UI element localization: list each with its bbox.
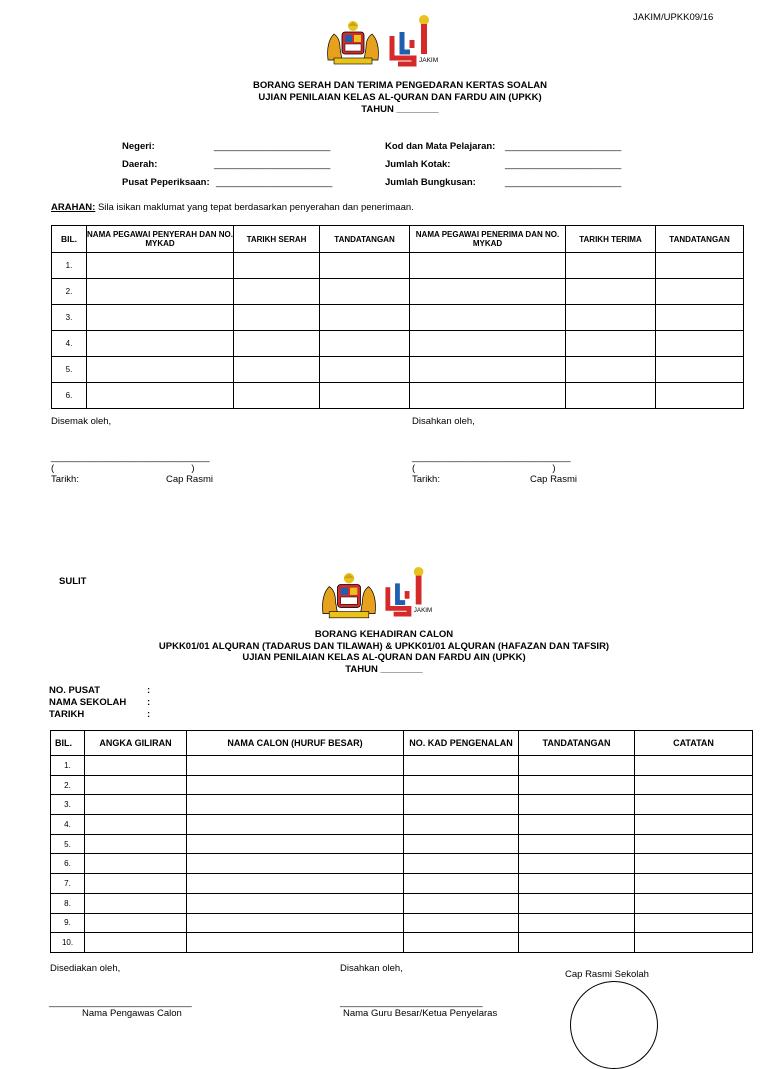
table-cell[interactable] — [519, 834, 635, 854]
arahan-text: Sila isikan maklumat yang tepat berdasarkan penyerahan dan penerimaan. — [95, 202, 414, 213]
table-cell[interactable] — [187, 795, 404, 815]
info-label-no-pusat: NO. PUSAT — [49, 685, 101, 696]
jakim-logo — [388, 14, 440, 68]
table-cell[interactable] — [85, 756, 187, 776]
table-cell[interactable] — [404, 933, 519, 953]
table-cell[interactable] — [85, 913, 187, 933]
disediakan-label: Disediakan oleh, — [50, 963, 121, 974]
form1-title-line: BORANG SERAH DAN TERIMA PENGEDARAN KERTAS SOALAN — [253, 80, 547, 91]
form1-fields-left — [122, 138, 332, 192]
form2-title-line: UPKK01/01 ALQURAN (TADARUS DAN TILAWAH) & UPKK01/01 ALQURAN (HAFAZAN DAN TAFSIR) — [158, 640, 610, 652]
table-cell[interactable] — [187, 834, 404, 854]
table-cell[interactable] — [566, 383, 656, 409]
signature-name-right[interactable]: ( ) — [412, 463, 556, 474]
form2-info — [49, 685, 150, 721]
table-cell[interactable] — [410, 357, 566, 383]
table-cell[interactable] — [85, 775, 187, 795]
table-cell[interactable] — [85, 834, 187, 854]
table-cell[interactable] — [566, 305, 656, 331]
col-header-tandatangan: TANDATANGAN — [519, 731, 635, 756]
arahan-instruction — [51, 202, 414, 213]
svg-text:JAKIM: JAKIM — [419, 57, 439, 64]
col-header-tandatangan: TANDATANGAN — [320, 226, 410, 253]
signature-name-left[interactable]: ( ) — [51, 463, 195, 474]
table-cell[interactable] — [635, 913, 753, 933]
table-cell[interactable] — [404, 913, 519, 933]
table-row — [51, 756, 753, 776]
table-row — [51, 775, 753, 795]
table-row — [52, 383, 744, 409]
table-cell[interactable] — [566, 331, 656, 357]
coat-of-arms-logo — [316, 572, 382, 622]
form1-fields-right — [385, 138, 621, 192]
field-label-jumlah-kotak: Jumlah Kotak: — [385, 159, 451, 170]
school-stamp-circle[interactable] — [570, 981, 658, 1069]
table-cell[interactable] — [635, 893, 753, 913]
table-cell[interactable] — [635, 795, 753, 815]
table-row — [51, 913, 753, 933]
table-cell[interactable] — [85, 815, 187, 835]
table-row — [52, 357, 744, 383]
table-cell[interactable] — [404, 756, 519, 776]
table-cell[interactable] — [635, 933, 753, 953]
table-cell[interactable] — [404, 893, 519, 913]
arahan-label: ARAHAN: — [51, 202, 96, 213]
col-header-catatan: CATATAN — [635, 731, 753, 756]
table-row — [52, 253, 744, 279]
table-row — [52, 331, 744, 357]
disahkan-label: Disahkan oleh, — [412, 416, 475, 427]
table-cell[interactable] — [187, 775, 404, 795]
col-header-pegawai-penerima: NAMA PEGAWAI PENERIMA DAN NO. MYKAD — [410, 226, 566, 253]
coat-of-arms-logo — [322, 20, 384, 68]
table-cell[interactable] — [187, 933, 404, 953]
row-number: 3. — [52, 305, 87, 331]
nama-pengawas-label: Nama Pengawas Calon — [82, 1008, 182, 1019]
svg-text:JAKIM: JAKIM — [413, 607, 433, 615]
col-header-angka-giliran: ANGKA GILIRAN — [85, 731, 187, 756]
table-cell[interactable] — [87, 357, 234, 383]
disahkan-label: Disahkan oleh, — [340, 963, 403, 974]
document-code: JAKIM/UPKK09/16 — [633, 12, 714, 23]
row-number: 10. — [51, 933, 85, 953]
signature-line-right[interactable]: ______________________________ — [412, 452, 571, 463]
attendance-table-header — [51, 731, 753, 756]
info-colon: : — [147, 697, 151, 708]
table-cell[interactable] — [566, 279, 656, 305]
table-row — [52, 279, 744, 305]
table-cell[interactable] — [410, 253, 566, 279]
table-cell[interactable] — [635, 756, 753, 776]
row-number: 2. — [51, 775, 85, 795]
table-cell[interactable] — [519, 756, 635, 776]
table-cell[interactable] — [187, 815, 404, 835]
table-cell[interactable] — [404, 854, 519, 874]
table-cell[interactable] — [519, 874, 635, 894]
table-cell[interactable] — [404, 874, 519, 894]
table-cell[interactable] — [404, 815, 519, 835]
table-cell[interactable] — [187, 756, 404, 776]
field-label-jumlah-bungkusan: Jumlah Bungkusan: — [385, 177, 476, 188]
table-cell[interactable] — [320, 253, 410, 279]
table-cell[interactable] — [410, 279, 566, 305]
table-cell[interactable] — [234, 383, 320, 409]
table-cell[interactable] — [187, 854, 404, 874]
table-cell[interactable] — [404, 775, 519, 795]
row-number: 3. — [51, 795, 85, 815]
table-cell[interactable] — [404, 795, 519, 815]
row-number: 4. — [52, 331, 87, 357]
table-cell[interactable] — [519, 815, 635, 835]
row-number: 5. — [51, 834, 85, 854]
nama-guru-besar-label: Nama Guru Besar/Ketua Penyelaras — [343, 1008, 498, 1019]
table-cell[interactable] — [85, 933, 187, 953]
table-row — [51, 874, 753, 894]
table-cell[interactable] — [519, 893, 635, 913]
table-cell[interactable] — [87, 279, 234, 305]
form2-title-line: BORANG KEHADIRAN CALON — [314, 629, 454, 640]
table-cell[interactable] — [234, 357, 320, 383]
handover-table-header — [52, 226, 744, 253]
table-cell[interactable] — [85, 854, 187, 874]
table-cell[interactable] — [566, 357, 656, 383]
signature-line-pengawas[interactable]: ___________________________ — [49, 997, 192, 1008]
disemak-label: Disemak oleh, — [51, 416, 112, 427]
table-row — [51, 834, 753, 854]
cap-rasmi-sekolah-label: Cap Rasmi Sekolah — [565, 969, 649, 980]
table-cell[interactable] — [320, 331, 410, 357]
table-cell[interactable] — [656, 279, 744, 305]
field-blank-negeri[interactable]: ______________________ — [214, 141, 331, 152]
table-cell[interactable] — [656, 331, 744, 357]
table-cell[interactable] — [656, 357, 744, 383]
table-cell[interactable] — [234, 331, 320, 357]
form1-title-line: UJIAN PENILAIAN KELAS AL-QURAN DAN FARDU AIN (UPKK) — [258, 92, 542, 103]
col-header-tandatangan: TANDATANGAN — [656, 226, 744, 253]
col-header-nama-calon: NAMA CALON (HURUF BESAR) — [187, 731, 404, 756]
table-cell[interactable] — [187, 913, 404, 933]
cap-rasmi-left: Cap Rasmi — [166, 474, 213, 485]
form2-title-line: UJIAN PENILAIAN KELAS AL-QURAN DAN FARDU AIN (UPKK) — [242, 652, 526, 663]
col-header-no-kad-pengenalan: NO. KAD PENGENALAN — [404, 731, 519, 756]
col-header-tarikh-terima: TARIKH TERIMA — [566, 226, 656, 253]
table-cell[interactable] — [656, 383, 744, 409]
table-cell[interactable] — [635, 775, 753, 795]
field-blank-kod-mata-pelajaran[interactable]: ______________________ — [505, 141, 622, 152]
col-header-tarikh-serah: TARIKH SERAH — [234, 226, 320, 253]
field-blank-jumlah-bungkusan[interactable]: ______________________ — [505, 177, 622, 188]
row-number: 7. — [51, 874, 85, 894]
table-cell[interactable] — [320, 279, 410, 305]
table-cell[interactable] — [234, 279, 320, 305]
table-cell[interactable] — [187, 893, 404, 913]
signature-line-left[interactable]: ______________________________ — [51, 452, 210, 463]
table-row — [51, 893, 753, 913]
table-cell[interactable] — [404, 834, 519, 854]
attendance-table — [50, 730, 753, 953]
table-cell[interactable] — [566, 253, 656, 279]
table-cell[interactable] — [635, 815, 753, 835]
row-number: 1. — [51, 756, 85, 776]
table-cell[interactable] — [234, 305, 320, 331]
field-label-daerah: Daerah: — [122, 159, 158, 170]
row-number: 1. — [52, 253, 87, 279]
field-label-negeri: Negeri: — [122, 141, 155, 152]
field-label-kod-mata-pelajaran: Kod dan Mata Pelajaran: — [385, 141, 496, 152]
table-cell[interactable] — [187, 874, 404, 894]
table-cell[interactable] — [635, 874, 753, 894]
field-blank-jumlah-kotak[interactable]: ______________________ — [505, 159, 622, 170]
table-cell[interactable] — [635, 854, 753, 874]
table-cell[interactable] — [87, 331, 234, 357]
table-cell[interactable] — [320, 357, 410, 383]
table-row — [51, 815, 753, 835]
tarikh-label-left: Tarikh: — [51, 474, 79, 485]
table-cell[interactable] — [656, 253, 744, 279]
cap-rasmi-right: Cap Rasmi — [530, 474, 577, 485]
form1-title-line: TAHUN ________ — [361, 104, 439, 115]
tarikh-label-right: Tarikh: — [412, 474, 440, 485]
row-number: 6. — [52, 383, 87, 409]
table-cell[interactable] — [656, 305, 744, 331]
table-cell[interactable] — [519, 933, 635, 953]
info-colon: : — [147, 685, 151, 696]
table-row — [52, 305, 744, 331]
table-cell[interactable] — [635, 834, 753, 854]
table-cell[interactable] — [519, 775, 635, 795]
row-number: 8. — [51, 893, 85, 913]
field-label-pusat-peperiksaan: Pusat Peperiksaan: — [122, 177, 210, 188]
table-cell[interactable] — [85, 874, 187, 894]
row-number: 4. — [51, 815, 85, 835]
table-cell[interactable] — [519, 913, 635, 933]
form1-title — [0, 80, 768, 116]
handover-table — [51, 225, 744, 409]
row-number: 9. — [51, 913, 85, 933]
col-header-bil: BIL. — [52, 226, 87, 253]
field-blank-pusat-peperiksaan[interactable]: ______________________ — [216, 177, 333, 188]
table-cell[interactable] — [519, 795, 635, 815]
col-header-bil: BIL. — [51, 731, 85, 756]
col-header-pegawai-penyerah: NAMA PEGAWAI PENYERAH DAN NO. MYKAD — [87, 226, 234, 253]
table-row — [51, 854, 753, 874]
signature-line-guru-besar[interactable]: ___________________________ — [340, 997, 483, 1008]
table-cell[interactable] — [85, 893, 187, 913]
row-number: 6. — [51, 854, 85, 874]
info-colon: : — [147, 709, 151, 720]
table-cell[interactable] — [234, 253, 320, 279]
table-cell[interactable] — [85, 795, 187, 815]
row-number: 5. — [52, 357, 87, 383]
table-cell[interactable] — [87, 383, 234, 409]
table-cell[interactable] — [410, 305, 566, 331]
field-blank-daerah[interactable]: ______________________ — [214, 159, 331, 170]
table-row — [51, 795, 753, 815]
table-cell[interactable] — [519, 854, 635, 874]
info-label-tarikh: TARIKH — [49, 709, 85, 720]
form2-title — [0, 629, 768, 675]
info-label-nama-sekolah: NAMA SEKOLAH — [49, 697, 127, 708]
table-cell[interactable] — [410, 331, 566, 357]
form2-title-line: TAHUN ________ — [345, 663, 423, 675]
jakim-logo — [384, 562, 434, 622]
table-row — [51, 933, 753, 953]
table-cell[interactable] — [320, 305, 410, 331]
row-number: 2. — [52, 279, 87, 305]
table-cell[interactable] — [87, 253, 234, 279]
table-cell[interactable] — [320, 383, 410, 409]
table-cell[interactable] — [87, 305, 234, 331]
table-cell[interactable] — [410, 383, 566, 409]
sulit-label: SULIT — [59, 576, 87, 587]
